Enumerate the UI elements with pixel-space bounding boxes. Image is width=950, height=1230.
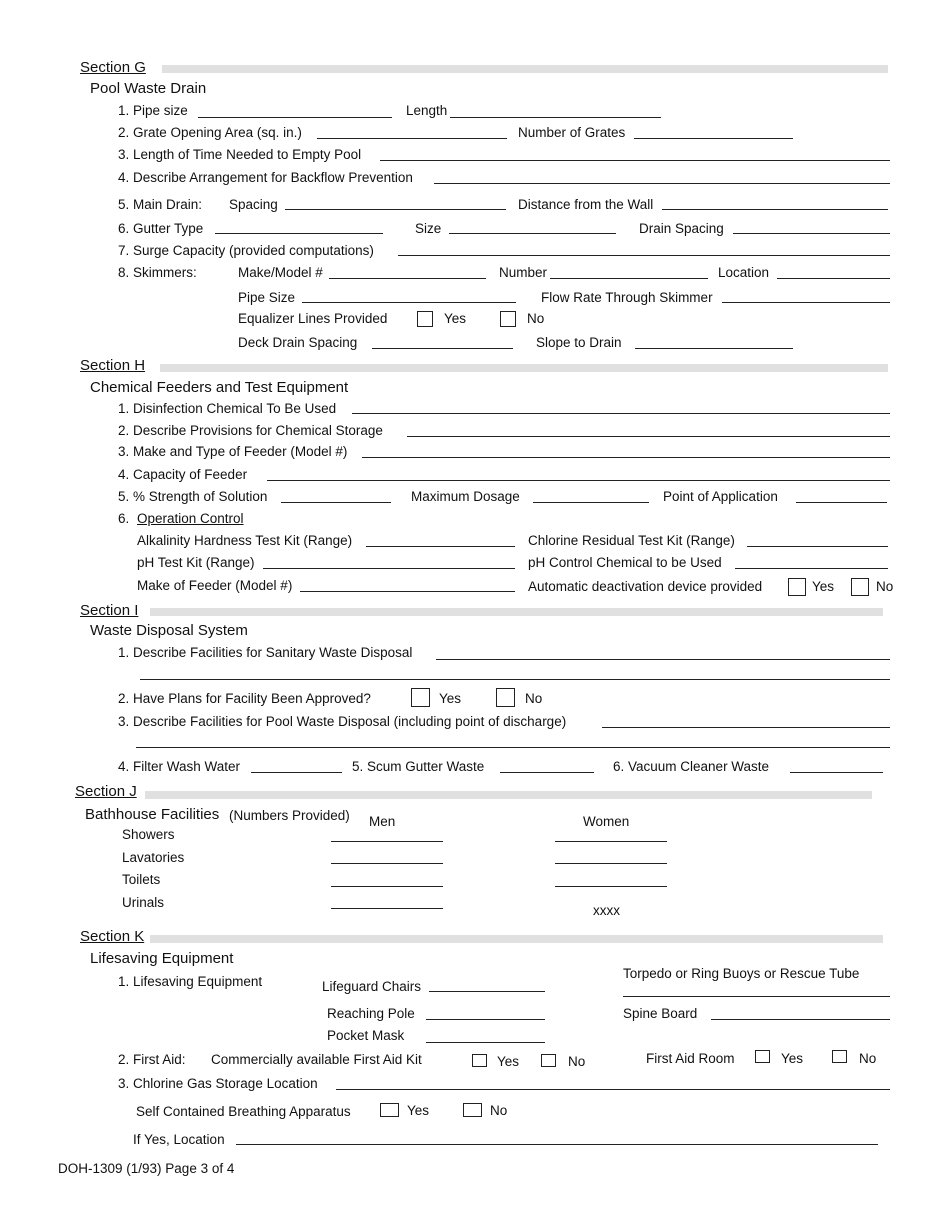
- first-aid-room-yes-checkbox[interactable]: [755, 1050, 770, 1063]
- showers-women-field[interactable]: [555, 841, 667, 842]
- main-drain-spacing-field[interactable]: [285, 209, 506, 210]
- section-divider: [145, 791, 872, 799]
- ph-chem-field[interactable]: [735, 568, 888, 569]
- pipe-size-field[interactable]: [198, 117, 392, 118]
- men-column-header: Men: [369, 814, 396, 829]
- distance-wall-label: Distance from the Wall: [518, 197, 654, 212]
- reaching-pole-field[interactable]: [426, 1019, 545, 1020]
- scba-label: Self Contained Breathing Apparatus: [136, 1104, 351, 1119]
- torpedo-field[interactable]: [623, 996, 890, 997]
- reaching-pole-label: Reaching Pole: [327, 1006, 415, 1021]
- deck-drain-field[interactable]: [372, 348, 513, 349]
- urinals-label: Urinals: [122, 895, 165, 910]
- gutter-type-label: 6. Gutter Type: [118, 221, 204, 236]
- first-aid-room-yes-label: Yes: [781, 1051, 804, 1066]
- first-aid-room-label: First Aid Room: [646, 1051, 735, 1066]
- section-divider: [162, 65, 888, 73]
- strength-field[interactable]: [281, 502, 391, 503]
- lifeguard-chairs-label: Lifeguard Chairs: [322, 979, 422, 994]
- make-feeder-field[interactable]: [300, 591, 515, 592]
- max-dosage-field[interactable]: [533, 502, 649, 503]
- chlorine-gas-field[interactable]: [336, 1089, 890, 1090]
- scba-no-checkbox[interactable]: [463, 1103, 482, 1117]
- pool-waste-label: 3. Describe Facilities for Pool Waste Disposal (including point of discharge): [118, 714, 567, 729]
- filter-wash-field[interactable]: [251, 772, 342, 773]
- first-aid-kit-yes-checkbox[interactable]: [472, 1054, 487, 1067]
- feeder-capacity-label: 4. Capacity of Feeder: [118, 467, 248, 482]
- women-column-header: Women: [583, 814, 630, 829]
- equalizer-no-checkbox[interactable]: [500, 311, 516, 327]
- first-aid-label: 2. First Aid:: [118, 1052, 186, 1067]
- point-app-label: Point of Application: [663, 489, 778, 504]
- auto-deact-no-checkbox[interactable]: [851, 578, 869, 596]
- grate-area-label: 2. Grate Opening Area (sq. in.): [118, 125, 302, 140]
- first-aid-kit-yes-label: Yes: [497, 1054, 520, 1069]
- slope-field[interactable]: [635, 348, 793, 349]
- feeder-type-field[interactable]: [362, 457, 890, 458]
- location-field[interactable]: [777, 278, 890, 279]
- alkalinity-label: Alkalinity Hardness Test Kit (Range): [137, 533, 353, 548]
- auto-deact-label: Automatic deactivation device provided: [528, 579, 763, 594]
- first-aid-kit-label: Commercially available First Aid Kit: [211, 1052, 422, 1067]
- surge-capacity-field[interactable]: [398, 255, 890, 256]
- equalizer-no-label: No: [527, 311, 545, 326]
- section-i-heading: Section I: [80, 602, 139, 619]
- lavatories-label: Lavatories: [122, 850, 185, 865]
- urinals-women-na: xxxx: [593, 903, 620, 918]
- equalizer-yes-label: Yes: [444, 311, 467, 326]
- vacuum-cleaner-label: 6. Vacuum Cleaner Waste: [613, 759, 770, 774]
- strength-label: 5. % Strength of Solution: [118, 489, 268, 504]
- scba-no-label: No: [490, 1103, 508, 1118]
- skimmer-pipe-size-label: Pipe Size: [238, 290, 296, 305]
- lavatories-women-field[interactable]: [555, 863, 667, 864]
- operation-control-label: Operation Control: [137, 511, 244, 526]
- scum-gutter-label: 5. Scum Gutter Waste: [352, 759, 485, 774]
- equalizer-label: Equalizer Lines Provided: [238, 311, 388, 326]
- feeder-capacity-field[interactable]: [267, 480, 890, 481]
- number-of-grates-label: Number of Grates: [518, 125, 626, 140]
- section-j-title: Bathhouse Facilities: [85, 806, 220, 823]
- flow-rate-label: Flow Rate Through Skimmer: [541, 290, 713, 305]
- chlorine-gas-label: 3. Chlorine Gas Storage Location: [118, 1076, 318, 1091]
- scum-gutter-field[interactable]: [500, 772, 594, 773]
- feeder-type-label: 3. Make and Type of Feeder (Model #): [118, 444, 348, 459]
- disinfection-field[interactable]: [352, 413, 890, 414]
- section-divider: [160, 364, 888, 372]
- drain-spacing-label: Drain Spacing: [639, 221, 724, 236]
- plans-approved-no-label: No: [525, 691, 543, 706]
- number-field[interactable]: [550, 278, 708, 279]
- toilets-label: Toilets: [122, 872, 161, 887]
- pocket-mask-label: Pocket Mask: [327, 1028, 405, 1043]
- spine-board-field[interactable]: [711, 1019, 890, 1020]
- point-app-field[interactable]: [796, 502, 887, 503]
- ph-chem-label: pH Control Chemical to be Used: [528, 555, 722, 570]
- pool-waste-field[interactable]: [602, 727, 890, 728]
- time-empty-label: 3. Length of Time Needed to Empty Pool: [118, 147, 362, 162]
- main-drain-label: 5. Main Drain:: [118, 197, 203, 212]
- scba-yes-checkbox[interactable]: [380, 1103, 399, 1117]
- section-j-subtitle: (Numbers Provided): [229, 808, 350, 823]
- plans-approved-yes-checkbox[interactable]: [411, 688, 430, 707]
- vacuum-cleaner-field[interactable]: [790, 772, 883, 773]
- drain-spacing-field[interactable]: [733, 233, 890, 234]
- spine-board-label: Spine Board: [623, 1006, 698, 1021]
- first-aid-kit-no-checkbox[interactable]: [541, 1054, 556, 1067]
- length-label: Length: [406, 103, 448, 118]
- scba-yes-label: Yes: [407, 1103, 430, 1118]
- section-h-title: Chemical Feeders and Test Equipment: [90, 379, 349, 396]
- sanitary-waste-field-line2[interactable]: [140, 679, 890, 680]
- form-id-footer: DOH-1309 (1/93) Page 3 of 4: [58, 1161, 235, 1176]
- toilets-men-field[interactable]: [331, 886, 443, 887]
- section-h-heading: Section H: [80, 357, 146, 374]
- pool-waste-field-line2[interactable]: [136, 747, 890, 748]
- grate-area-field[interactable]: [317, 138, 507, 139]
- skimmers-label: 8. Skimmers:: [118, 265, 197, 280]
- number-of-grates-field[interactable]: [634, 138, 793, 139]
- auto-deact-yes-checkbox[interactable]: [788, 578, 806, 596]
- max-dosage-label: Maximum Dosage: [411, 489, 520, 504]
- if-yes-location-field[interactable]: [236, 1144, 878, 1145]
- pocket-mask-field[interactable]: [426, 1042, 545, 1043]
- pipe-size-label: 1. Pipe size: [118, 103, 188, 118]
- operation-control-number: 6.: [118, 511, 130, 526]
- if-yes-location-label: If Yes, Location: [133, 1132, 225, 1147]
- sanitary-waste-label: 1. Describe Facilities for Sanitary Waste Disposal: [118, 645, 413, 660]
- time-empty-field[interactable]: [380, 160, 890, 161]
- make-model-label: Make/Model #: [238, 265, 323, 280]
- urinals-men-field[interactable]: [331, 908, 443, 909]
- toilets-women-field[interactable]: [555, 886, 667, 887]
- length-field[interactable]: [450, 117, 661, 118]
- chemical-storage-field[interactable]: [407, 436, 890, 437]
- plans-approved-yes-label: Yes: [439, 691, 462, 706]
- section-i-title: Waste Disposal System: [90, 622, 248, 639]
- section-divider: [150, 608, 883, 616]
- equalizer-yes-checkbox[interactable]: [417, 311, 433, 327]
- distance-wall-field[interactable]: [662, 209, 888, 210]
- size-label: Size: [415, 221, 442, 236]
- spacing-label: Spacing: [229, 197, 278, 212]
- showers-men-field[interactable]: [331, 841, 443, 842]
- section-k-heading: Section K: [80, 928, 145, 945]
- location-label: Location: [718, 265, 770, 280]
- auto-deact-yes-label: Yes: [812, 579, 835, 594]
- sanitary-waste-field[interactable]: [436, 659, 890, 660]
- section-g-title: Pool Waste Drain: [90, 80, 207, 97]
- lifeguard-chairs-field[interactable]: [429, 991, 545, 992]
- chlorine-kit-field[interactable]: [747, 546, 888, 547]
- backflow-label: 4. Describe Arrangement for Backflow Prevention: [118, 170, 413, 185]
- disinfection-label: 1. Disinfection Chemical To Be Used: [118, 401, 337, 416]
- lavatories-men-field[interactable]: [331, 863, 443, 864]
- make-model-field[interactable]: [329, 278, 486, 279]
- filter-wash-label: 4. Filter Wash Water: [118, 759, 241, 774]
- section-g-heading: Section G: [80, 59, 146, 76]
- ph-kit-label: pH Test Kit (Range): [137, 555, 255, 570]
- showers-label: Showers: [122, 827, 175, 842]
- chemical-storage-label: 2. Describe Provisions for Chemical Storage: [118, 423, 383, 438]
- chlorine-kit-label: Chlorine Residual Test Kit (Range): [528, 533, 735, 548]
- ph-kit-field[interactable]: [263, 568, 515, 569]
- gutter-type-field[interactable]: [215, 233, 383, 234]
- make-feeder-label: Make of Feeder (Model #): [137, 578, 293, 593]
- slope-label: Slope to Drain: [536, 335, 622, 350]
- alkalinity-field[interactable]: [366, 546, 515, 547]
- backflow-field[interactable]: [434, 183, 890, 184]
- section-divider: [150, 935, 883, 943]
- lifesaving-equipment-label: 1. Lifesaving Equipment: [118, 974, 263, 989]
- size-field[interactable]: [449, 233, 616, 234]
- flow-rate-field[interactable]: [722, 302, 890, 303]
- plans-approved-no-checkbox[interactable]: [496, 688, 515, 707]
- number-label: Number: [499, 265, 548, 280]
- first-aid-kit-no-label: No: [568, 1054, 586, 1069]
- first-aid-room-no-checkbox[interactable]: [832, 1050, 847, 1063]
- first-aid-room-no-label: No: [859, 1051, 877, 1066]
- deck-drain-label: Deck Drain Spacing: [238, 335, 358, 350]
- section-k-title: Lifesaving Equipment: [90, 950, 234, 967]
- plans-approved-label: 2. Have Plans for Facility Been Approved?: [118, 691, 371, 706]
- skimmer-pipe-size-field[interactable]: [302, 302, 516, 303]
- torpedo-label: Torpedo or Ring Buoys or Rescue Tube: [623, 966, 860, 981]
- auto-deact-no-label: No: [876, 579, 894, 594]
- section-j-heading: Section J: [75, 783, 137, 800]
- surge-capacity-label: 7. Surge Capacity (provided computations): [118, 243, 374, 258]
